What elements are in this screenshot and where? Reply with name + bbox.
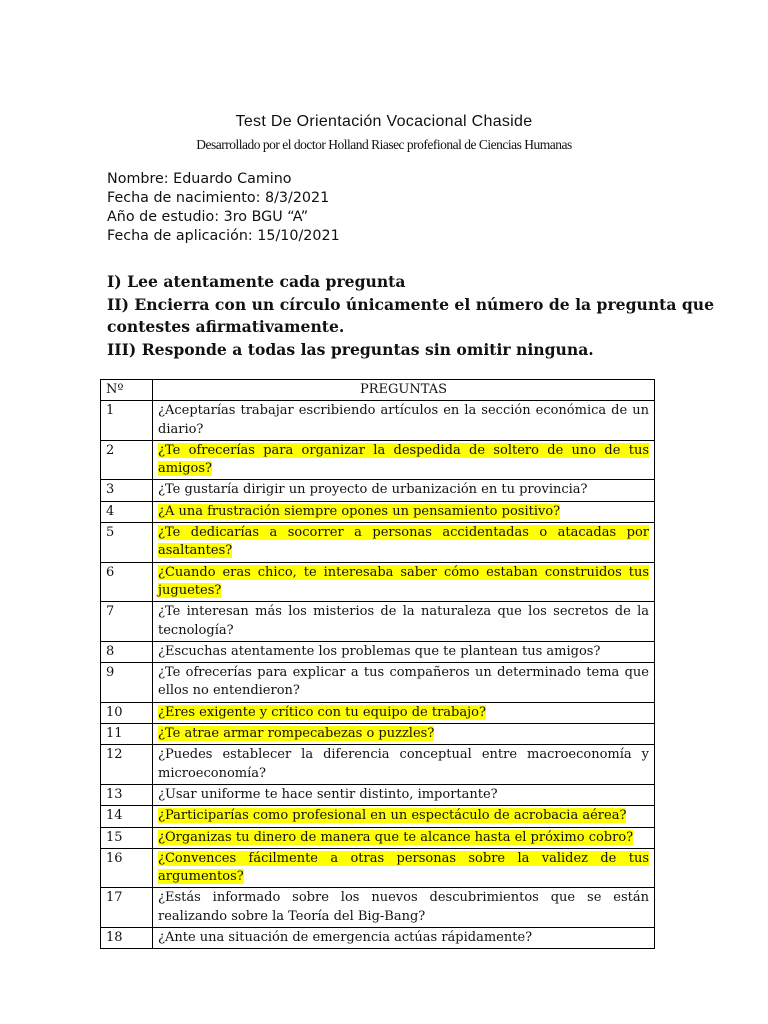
- table-row: [101, 724, 655, 745]
- question-cell: [153, 602, 655, 642]
- table-row: [101, 702, 655, 723]
- question-cell: [153, 848, 655, 888]
- header-questions: PREGUNTAS: [153, 380, 655, 401]
- question-number[interactable]: 5: [101, 523, 153, 563]
- question-text: ¿Estás informado sobre los nuevos descubrimientos que se están realizando sobre la Teoría del Big-Bang?: [158, 890, 649, 924]
- question-number[interactable]: 14: [101, 806, 153, 827]
- instruction-1: I) Lee atentamente cada pregunta: [107, 272, 406, 291]
- question-number[interactable]: 17: [101, 888, 153, 928]
- question-cell: [153, 784, 655, 805]
- question-cell: [153, 401, 655, 441]
- table-row: [101, 440, 655, 480]
- question-text: ¿Te atrae armar rompecabezas o puzzles?: [158, 726, 435, 742]
- table-row: [101, 745, 655, 785]
- instruction-2: II) Encierra con un círculo únicamente el número de la pregunta que: [107, 294, 715, 314]
- question-text: ¿Te ofrecerías para explicar a tus compañeros un determinado tema que ellos no entendieron?: [158, 665, 649, 699]
- table-row: [101, 523, 655, 563]
- question-number[interactable]: 15: [101, 827, 153, 848]
- instruction-3: III) Responde a todas las preguntas sin omitir ninguna.: [107, 339, 594, 359]
- application-date: Fecha de aplicación: 15/10/2021: [107, 228, 340, 244]
- question-text: ¿Usar uniforme te hace sentir distinto, importante?: [158, 786, 498, 802]
- table-row: [101, 784, 655, 805]
- question-text: ¿Convences fácilmente a otras personas sobre la validez de tus argumentos?: [158, 850, 649, 885]
- question-text: ¿Te dedicarías a socorrer a personas accidentadas o atacadas por asaltantes?: [158, 525, 649, 559]
- question-text: ¿A una frustración siempre opones un pensamiento positivo?: [158, 503, 561, 519]
- question-text: ¿Organizas tu dinero de manera que te alcance hasta el próximo cobro?: [158, 829, 634, 845]
- question-cell: [153, 702, 655, 723]
- table-header-row: [101, 380, 655, 401]
- question-number[interactable]: 8: [101, 641, 153, 662]
- question-number[interactable]: 6: [101, 562, 153, 602]
- question-text: ¿Te interesan más los misterios de la naturaleza que los secretos de la tecnología?: [158, 604, 649, 638]
- table-row: [101, 827, 655, 848]
- header-number: Nº: [101, 380, 153, 401]
- study-year: Año de estudio: 3ro BGU “A”: [107, 209, 309, 225]
- question-cell: [153, 745, 655, 785]
- question-cell: [153, 663, 655, 703]
- document-title: Test De Orientación Vocacional Chaside: [235, 113, 533, 130]
- question-cell: [153, 928, 655, 949]
- question-cell: [153, 501, 655, 522]
- question-text: ¿Te gustaría dirigir un proyecto de urbanización en tu provincia?: [158, 482, 588, 498]
- table-row: [101, 888, 655, 928]
- question-cell: [153, 440, 655, 480]
- question-cell: [153, 888, 655, 928]
- table-row: [101, 848, 655, 888]
- question-text: ¿Te ofrecerías para organizar la despedida de soltero de uno de tus amigos?: [158, 442, 649, 477]
- birth-date: Fecha de nacimiento: 8/3/2021: [107, 190, 330, 206]
- question-number[interactable]: 16: [101, 848, 153, 888]
- question-number[interactable]: 13: [101, 784, 153, 805]
- question-text: ¿Puedes establecer la diferencia conceptual entre macroeconomía y microeconomía?: [158, 747, 649, 781]
- question-number[interactable]: 4: [101, 501, 153, 522]
- question-number[interactable]: 18: [101, 928, 153, 949]
- question-text: ¿Eres exigente y crítico con tu equipo de trabajo?: [158, 704, 486, 720]
- instructions: [107, 271, 715, 361]
- question-text: ¿Ante una situación de emergencia actúas rápidamente?: [158, 930, 533, 946]
- question-cell: [153, 806, 655, 827]
- table-row: [101, 663, 655, 703]
- table-row: [101, 928, 655, 949]
- question-number[interactable]: 2: [101, 440, 153, 480]
- student-info: [107, 170, 340, 246]
- question-cell: [153, 523, 655, 563]
- question-number[interactable]: 1: [101, 401, 153, 441]
- question-text: ¿Cuando eras chico, te interesaba saber cómo estaban construidos tus juguetes?: [158, 564, 649, 598]
- table-row: [101, 480, 655, 501]
- table-row: [101, 501, 655, 522]
- student-name: Nombre: Eduardo Camino: [107, 171, 292, 187]
- question-cell: [153, 827, 655, 848]
- question-text: ¿Aceptarías trabajar escribiendo artículos en la sección económica de un diario?: [158, 403, 649, 437]
- question-cell: [153, 562, 655, 602]
- question-number[interactable]: 3: [101, 480, 153, 501]
- document-subtitle: Desarrollado por el doctor Holland Riasec profefional de Ciencias Humanas: [196, 137, 572, 152]
- question-number[interactable]: 7: [101, 602, 153, 642]
- instruction-2-cont: contestes afirmativamente.: [107, 317, 345, 336]
- table-row: [101, 806, 655, 827]
- question-text: ¿Escuchas atentamente los problemas que te plantean tus amigos?: [158, 643, 601, 659]
- question-cell: [153, 480, 655, 501]
- question-number[interactable]: 11: [101, 724, 153, 745]
- table-row: [101, 641, 655, 662]
- question-number[interactable]: 12: [101, 745, 153, 785]
- questions-table: [100, 379, 655, 949]
- question-cell: [153, 724, 655, 745]
- table-row: [101, 401, 655, 441]
- question-text: ¿Participarías como profesional en un espectáculo de acrobacia aérea?: [158, 808, 627, 824]
- question-number[interactable]: 9: [101, 663, 153, 703]
- table-row: [101, 562, 655, 602]
- table-row: [101, 602, 655, 642]
- question-number[interactable]: 10: [101, 702, 153, 723]
- question-cell: [153, 641, 655, 662]
